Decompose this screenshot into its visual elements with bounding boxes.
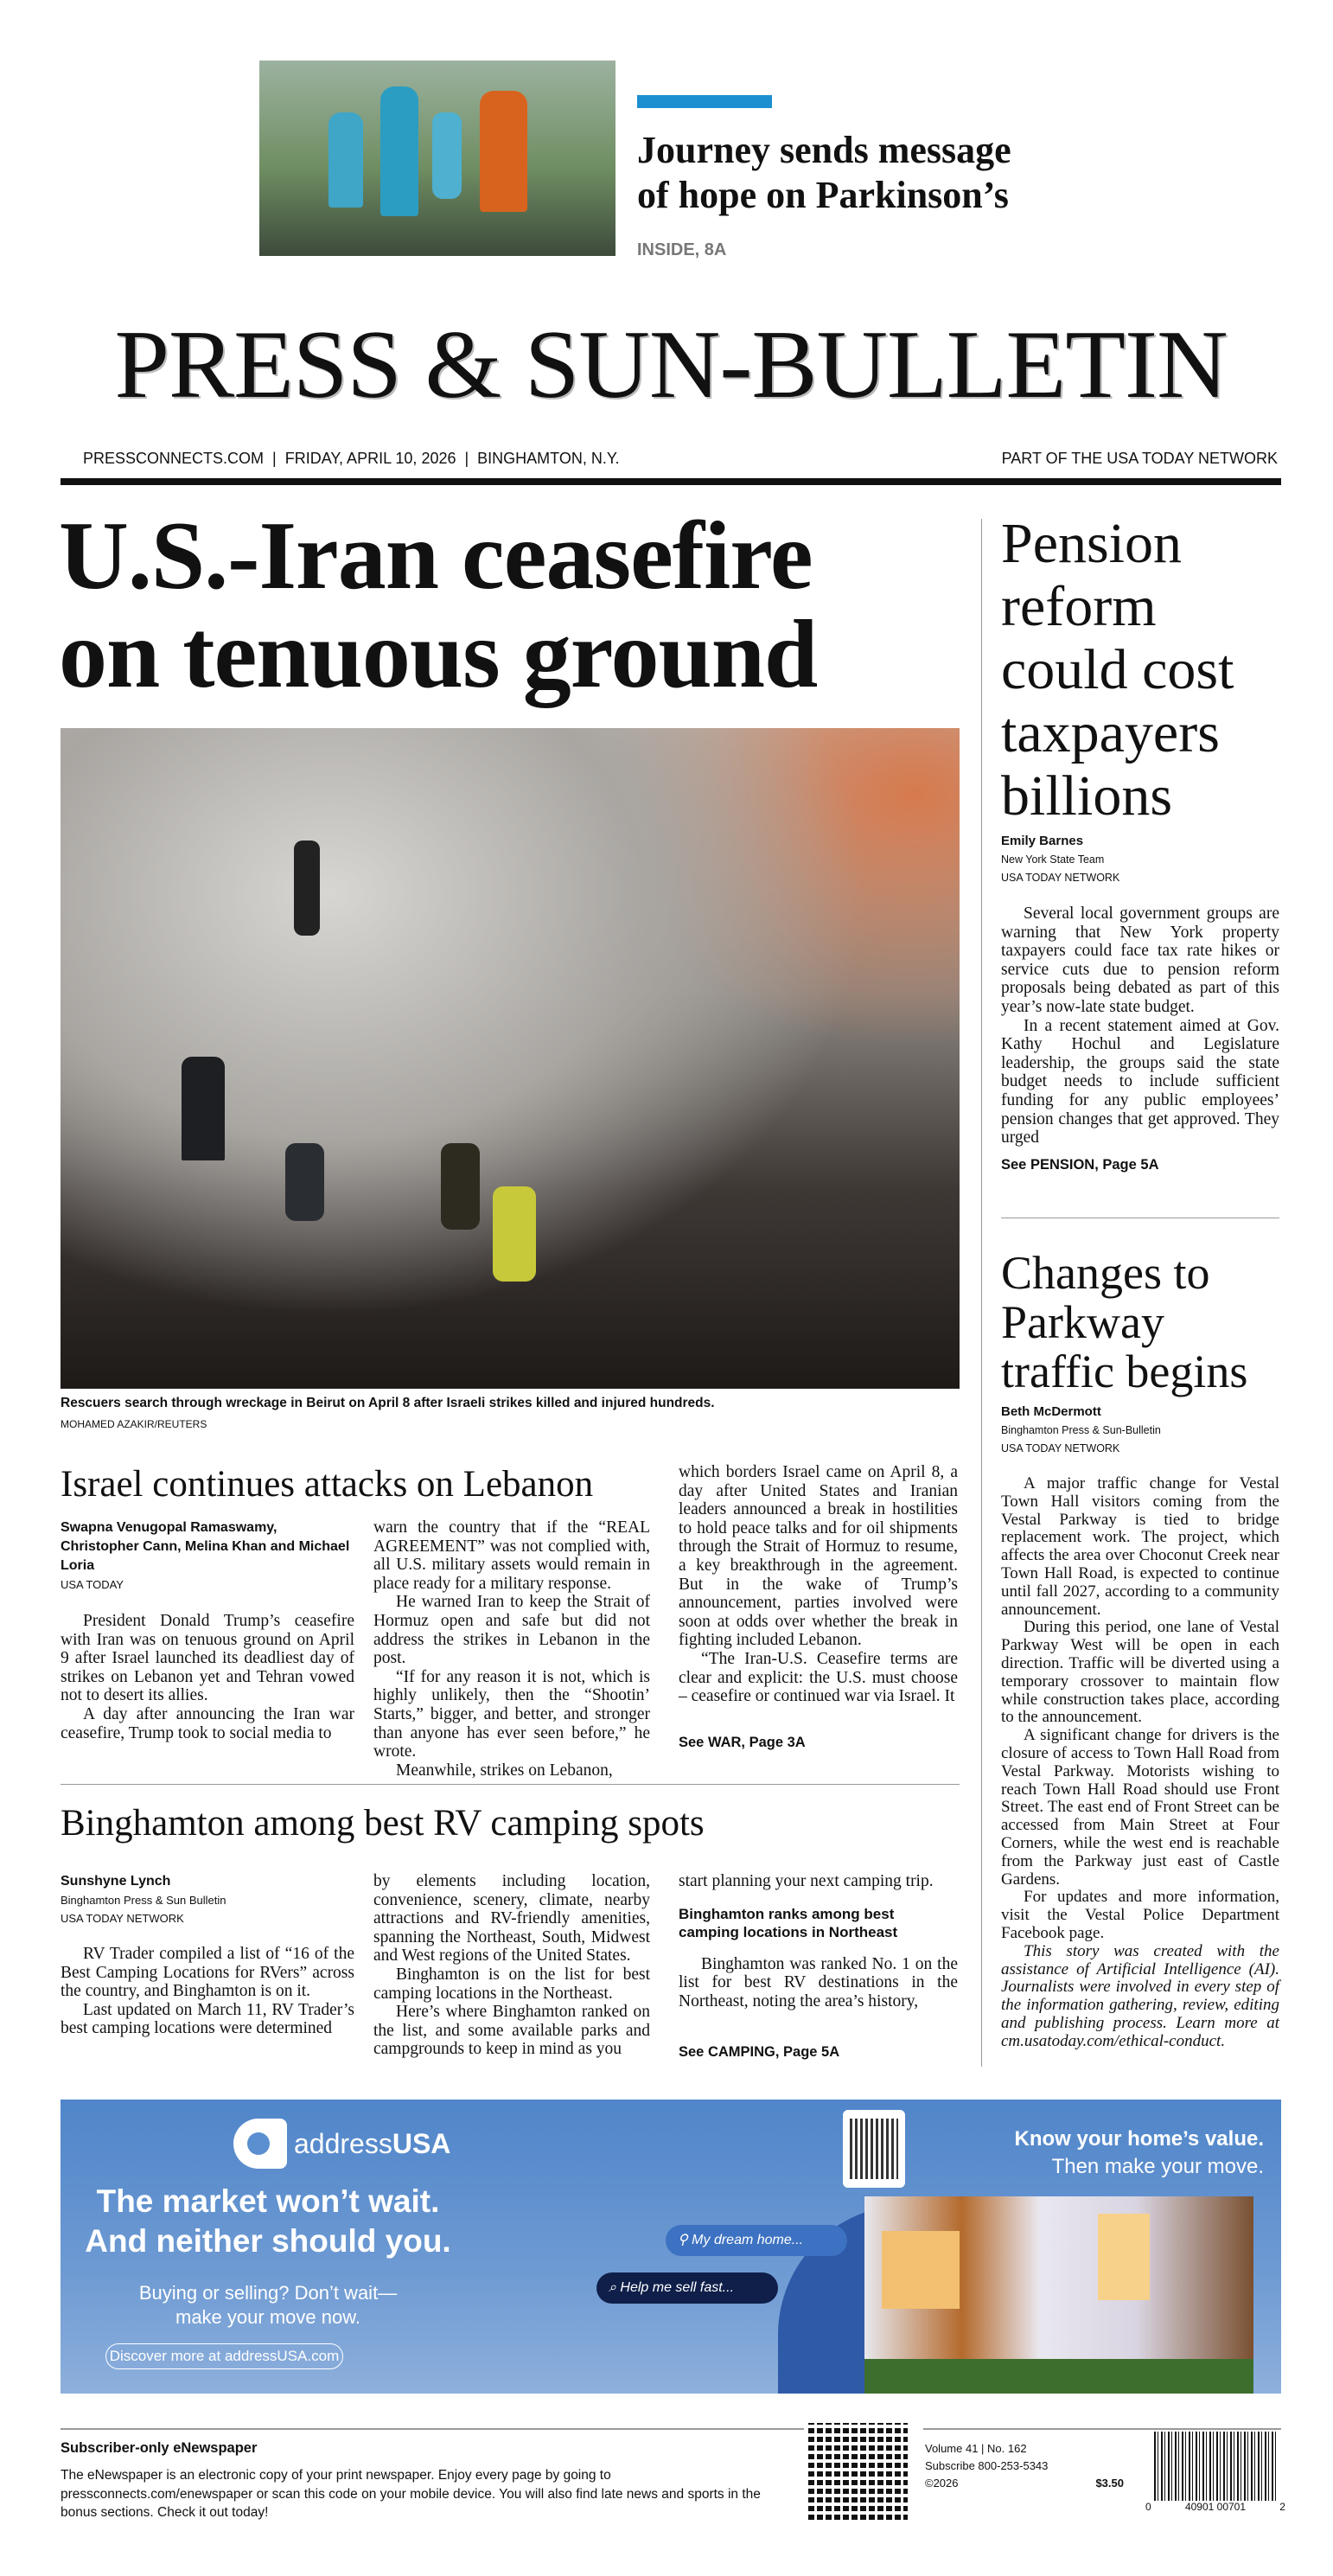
brand-name: address [294, 2127, 392, 2159]
rv-headline[interactable]: Binghamton among best RV camping spots [61, 1803, 705, 1844]
brand-logo [233, 2119, 450, 2169]
sell-fast-bubble [596, 2272, 778, 2304]
paragraph: Here’s where Binghamton ranked on the list, and some available parks and campgrounds to keep in mind as you [373, 2003, 650, 2059]
israel-affiliation: USA TODAY [61, 1578, 124, 1591]
pension-jump-link[interactable]: See PENSION, Page 5A [1001, 1157, 1159, 1173]
paragraph: During this period, one lane of Vestal Parkway West will be open in each direction. Traffic will be diverted using a temporary crossover to maintain flow while construction takes place, according to the announcement. [1001, 1618, 1279, 1727]
ai-disclosure: This story was created with the assistance of Artificial Intelligence (AI). Journalists were involved in every step of the information gathering, review, editing and publishing process. Learn more at cm.usatoday.com/ethical-conduct. [1001, 1941, 1279, 2050]
pension-story [1001, 832, 1279, 1147]
ad-headline [78, 2182, 458, 2261]
paragraph: He warned Iran to keep the Strait of Hormuz open and safe but did not address the strikes in Lebanon in the post. [373, 1593, 650, 1668]
barcode-digit: 0 [1145, 2501, 1151, 2513]
barcode-digits [1145, 2501, 1285, 2513]
dream-home-bubble [666, 2225, 847, 2256]
paragraph: For updates and more information, visit the Vestal Police Department Facebook page. [1001, 1888, 1279, 1942]
bubble-text: Help me sell fast... [620, 2280, 735, 2295]
copyright: ©2026 [925, 2477, 959, 2490]
pension-byline: Emily Barnes [1001, 834, 1084, 848]
search-icon: ⌕ [609, 2280, 621, 2295]
rv-col-2 [373, 1872, 650, 2059]
paragraph: Several local government groups are warning that New York property taxpayers could face tax rate hikes or service cuts due to pension reform proposals being debated as part of this year’s now-late state budget. [1001, 904, 1279, 1016]
logo-a-icon [233, 2119, 287, 2169]
rv-subhead: Binghamton ranks among best camping locations in Northeast [679, 1905, 898, 1940]
paragraph: “If for any reason it is not, which is highly unlikely, then the “Shootin’ Starts,” bigger, and better, and stronger than anyone has ever seen before,” he wrote. [373, 1667, 650, 1761]
teaser-headline-line: Journey sends message [637, 129, 1011, 171]
location-pin-icon: ⚲ [678, 2233, 692, 2247]
photo-credit: MOHAMED AZAKIR/REUTERS [61, 1418, 207, 1430]
barcode-digit: 2 [1279, 2501, 1285, 2513]
paragraph: RV Trader compiled a list of “16 of the Best Camping Locations for RVers” across the country, and Binghamton is on it. [61, 1945, 354, 2001]
masthead-network: PART OF THE USA TODAY NETWORK [1001, 450, 1278, 467]
teaser-inside: INSIDE, 8A [637, 240, 727, 259]
parkway-byline: Beth McDermott [1001, 1404, 1101, 1419]
footer-text: The eNewspaper is an electronic copy of your print newspaper. Enjoy every page by going to pressconnects.com/enewspaper or scan this code on your mobile device. You will also find late news and sports in the bonus sections. Check it out today! [61, 2468, 761, 2520]
ad-headline-line: The market won’t wait. [96, 2183, 440, 2219]
lead-headline-line: on tenuous ground [59, 601, 818, 708]
pension-affiliation: New York State Team [1001, 853, 1105, 866]
rv-affiliation: USA TODAY NETWORK [61, 1912, 184, 1925]
israel-col-1 [61, 1518, 354, 1742]
enewspaper-qr-code[interactable] [808, 2423, 908, 2520]
pension-affiliation: USA TODAY NETWORK [1001, 872, 1120, 884]
teaser-headline-line: of hope on Parkinson’s [637, 174, 1009, 216]
parkway-story [1001, 1403, 1279, 2051]
paragraph: Binghamton is on the list for best camping locations in the Northeast. [373, 1965, 650, 2003]
paragraph: A day after announcing the Iran war ceasefire, Trump took to social media to [61, 1704, 354, 1742]
parkway-affiliation: Binghamton Press & Sun-Bulletin [1001, 1424, 1161, 1436]
barcode [1154, 2432, 1277, 2501]
edition-info [925, 2440, 1124, 2492]
footer-rule [61, 2428, 804, 2430]
rv-byline: Sunshyne Lynch [61, 1874, 171, 1889]
rv-col-1 [61, 1872, 354, 2038]
bubble-text: My dream home... [692, 2233, 804, 2247]
masthead-title: PRESS & SUN-BULLETIN [114, 311, 1228, 419]
ad-subtext-line: Buying or selling? Don’t wait— [138, 2282, 398, 2304]
parkway-affiliation: USA TODAY NETWORK [1001, 1442, 1120, 1454]
paragraph: A significant change for drivers is the closure of access to Town Hall Road from Vestal Parkway. Motorists wishing to reach Town Hall Road should use Front Street. The east end of Front Street can be accessed from Main Street at Four Corners, while the west end is reachable from the Parkway just east of Castle Gardens. [1001, 1726, 1279, 1889]
paragraph: by elements including location, convenience, scenery, climate, nearby attractions and RV-friendly amenities, spanning the Northeast, South, Midwest and West regions of the United States. [373, 1872, 650, 1966]
rv-affiliation: Binghamton Press & Sun Bulletin [61, 1894, 226, 1907]
paragraph: Binghamton was ranked No. 1 on the list for best RV destinations in the Northeast, noting the area’s history, [679, 1954, 958, 2010]
ad-right-text [1014, 2125, 1264, 2181]
ad-right-line: Then make your move. [1051, 2155, 1264, 2178]
rv-col-3 [679, 1872, 958, 2010]
paragraph: In a recent statement aimed at Gov. Kathy Hochul and Legislature leadership, the groups said the state budget needs to include sufficient funding for any public employees’ pension changes that get approved. They urged [1001, 1016, 1279, 1147]
ad-subtext [78, 2281, 458, 2330]
section-divider [61, 1784, 960, 1785]
paragraph: Meanwhile, strikes on Lebanon, [396, 1761, 613, 1780]
ad-cta-button[interactable]: Discover more at addressUSA.com [105, 2343, 343, 2369]
paragraph: A major traffic change for Vestal Town Hall visitors coming from the Vestal Parkway is tied to bridge replacement work. The project, which affects the area over Choconut Creek near Town Hall Road, is expected to continue until fall 2027, according to a community announcement. [1001, 1474, 1279, 1619]
house-image [864, 2196, 1253, 2394]
ad-subtext-line: make your move now. [175, 2306, 360, 2328]
brand-name-bold: USA [392, 2127, 451, 2159]
masthead-rule [61, 478, 1281, 485]
paragraph: which borders Israel came on April 8, a day after United States and Iranian leaders announced a break in hostilities to hold peace talks and for oil shipments through the Strait of Hormuz to resume, a key breakthrough in the agreement. But in the wake of Trump’s announcement, parties involved were soon at odds over whether the break in fighting included Lebanon. [679, 1463, 958, 1650]
masthead-info: PRESSCONNECTS.COM | FRIDAY, APRIL 10, 2026 | BINGHAMTON, N.Y. [83, 450, 620, 467]
barcode-digit: 40901 00701 [1184, 2501, 1247, 2513]
israel-byline: Swapna Venugopal Ramaswamy, Christopher Cann, Melina Khan and Michael Loria [61, 1520, 350, 1573]
lead-headline[interactable] [59, 502, 818, 708]
israel-col-2 [373, 1518, 650, 1780]
volume-number: Volume 41 | No. 162 [925, 2442, 1027, 2455]
paragraph: start planning your next camping trip. [679, 1872, 934, 1890]
lead-photo[interactable] [61, 728, 960, 1389]
footer-title: Subscriber-only eNewspaper [61, 2440, 258, 2456]
paragraph: Last updated on March 11, RV Trader’s best camping locations were determined [61, 2000, 354, 2038]
israel-jump-link[interactable]: See WAR, Page 3A [679, 1735, 806, 1750]
column-divider [981, 519, 982, 2067]
teaser-accent-bar [637, 95, 772, 108]
rv-jump-link[interactable]: See CAMPING, Page 5A [679, 2044, 840, 2060]
pension-headline[interactable]: Pension reform could cost taxpayers billions [1001, 512, 1234, 828]
footer-rule [923, 2428, 1281, 2430]
parkway-headline[interactable]: Changes to Parkway traffic begins [1001, 1247, 1248, 1397]
price: $3.50 [1095, 2477, 1124, 2490]
photo-caption: Rescuers search through wreckage in Beirut on April 8 after Israeli strikes killed and injured hundreds. [61, 1396, 715, 1410]
subscribe-phone: Subscribe 800-253-5343 [925, 2459, 1049, 2472]
paragraph: warn the country that if the “REAL AGREEMENT” was not complied with, all U.S. military assets would remain in place ready for a military response. [373, 1518, 650, 1593]
ad-right-line: Know your home’s value. [1014, 2127, 1264, 2151]
addressusa-ad[interactable] [61, 2100, 1281, 2394]
qr-code[interactable] [843, 2110, 905, 2188]
teaser-headline[interactable] [637, 128, 1011, 218]
ad-headline-line: And neither should you. [85, 2223, 451, 2259]
paragraph: President Donald Trump’s ceasefire with Iran was on tenuous ground on April 9 after Israel launched its deadliest day of strikes on Lebanon yet and Tehran vowed not to desert its allies. [61, 1612, 354, 1705]
israel-headline[interactable]: Israel continues attacks on Lebanon [61, 1464, 594, 1505]
lead-headline-line: U.S.-Iran ceasefire [59, 502, 813, 610]
paragraph: “The Iran-U.S. Ceasefire terms are clear and explicit: the U.S. must choose – ceasefire or continued war via Israel. It [679, 1649, 958, 1706]
israel-col-3 [679, 1463, 958, 1706]
teaser-photo[interactable] [259, 61, 615, 256]
